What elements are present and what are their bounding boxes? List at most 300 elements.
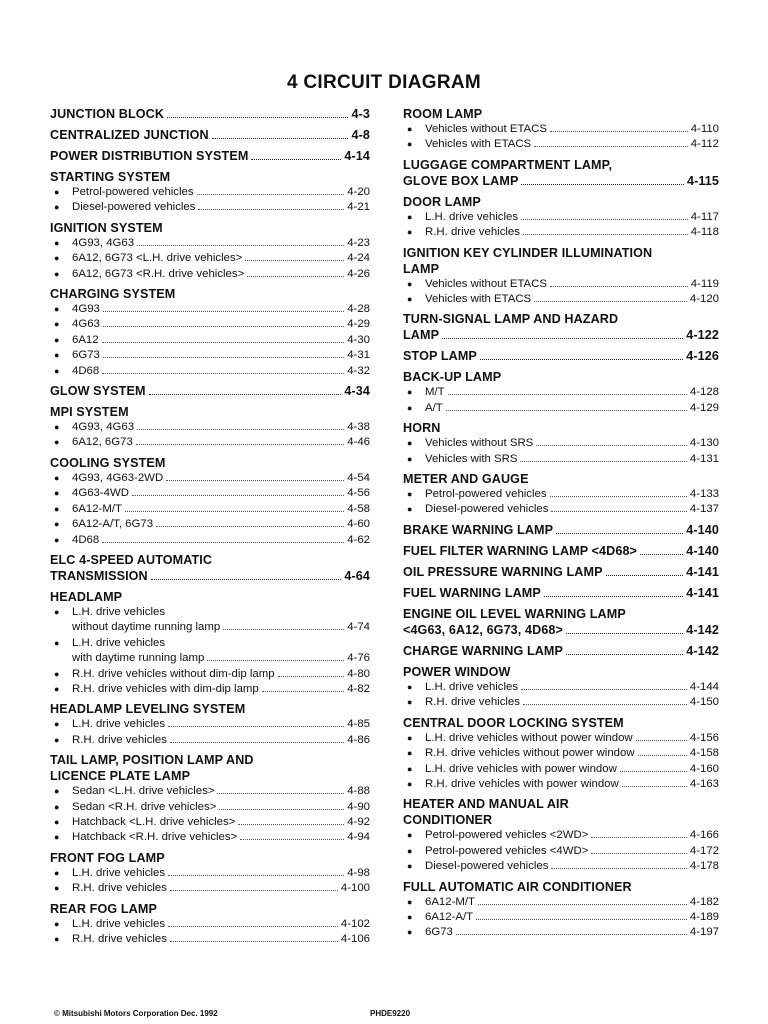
section-title: COOLING SYSTEM xyxy=(50,455,166,470)
toc-entry[interactable] xyxy=(403,401,719,416)
bullet-icon: ● xyxy=(407,278,413,289)
entry-text: Hatchback <L.H. drive vehicles> xyxy=(72,815,236,828)
entry-page[interactable]: 4-82 xyxy=(347,682,370,695)
entry-text: 4G93 xyxy=(72,303,100,316)
bullet-icon: ● xyxy=(407,778,413,789)
toc-entry[interactable] xyxy=(50,486,370,501)
bullet-icon: ● xyxy=(54,437,60,448)
entry-page[interactable]: 4-112 xyxy=(690,138,719,151)
toc-entry[interactable] xyxy=(50,471,370,486)
section-title-row xyxy=(50,383,370,399)
entry-page[interactable]: 4-21 xyxy=(347,201,370,214)
entry-page[interactable]: 4-85 xyxy=(347,718,370,731)
section-title-row xyxy=(50,106,370,122)
toc-entry[interactable] xyxy=(403,137,719,152)
toc-entry[interactable] xyxy=(403,844,719,859)
entry-text: Vehicles without ETACS xyxy=(425,277,547,290)
toc-section xyxy=(403,311,719,343)
entry-list xyxy=(403,210,719,241)
toc-entry[interactable] xyxy=(50,866,370,881)
entry-page[interactable]: 4-56 xyxy=(347,487,370,500)
entry-page[interactable]: 4-46 xyxy=(347,436,370,449)
entry-page[interactable]: 4-163 xyxy=(689,777,719,790)
entry-page[interactable]: 4-88 xyxy=(347,785,370,798)
toc-entry[interactable] xyxy=(50,881,370,896)
toc-entry[interactable] xyxy=(403,925,719,940)
entry-list xyxy=(50,866,370,897)
toc-section xyxy=(50,106,370,122)
entry-text: 6A12, 6G73 <L.H. drive vehicles> xyxy=(72,252,243,265)
entry-page[interactable]: 4-20 xyxy=(347,186,370,198)
toc-right-column xyxy=(403,106,719,945)
dot-leader xyxy=(478,904,687,905)
entry-page[interactable]: 4-172 xyxy=(689,844,719,857)
entry-text: L.H. drive vehicles xyxy=(72,866,166,879)
dot-leader xyxy=(102,542,344,543)
dot-leader xyxy=(102,373,344,374)
section-title: STARTING SYSTEM xyxy=(50,170,171,184)
toc-entry[interactable] xyxy=(50,533,370,548)
dot-leader xyxy=(520,461,686,462)
entry-page[interactable]: 4-160 xyxy=(689,762,719,775)
entry-page[interactable]: 4-130 xyxy=(689,437,719,450)
bullet-icon: ● xyxy=(407,911,413,922)
dot-leader xyxy=(103,357,344,358)
toc-section xyxy=(403,348,719,364)
entry-page[interactable]: 4-98 xyxy=(347,866,370,879)
dot-leader xyxy=(219,809,344,810)
dot-leader xyxy=(523,704,687,705)
bullet-icon: ● xyxy=(54,253,60,264)
dot-leader xyxy=(198,209,344,210)
toc-section xyxy=(403,564,719,580)
dot-leader xyxy=(217,793,344,794)
section-title-cont: LAMP xyxy=(403,261,440,276)
section-title: TURN-SIGNAL LAMP AND HAZARD xyxy=(403,312,619,327)
dot-leader xyxy=(102,342,345,343)
bullet-icon: ● xyxy=(54,187,60,197)
entry-page[interactable]: 4-150 xyxy=(689,696,719,709)
dot-leader xyxy=(168,726,344,727)
dot-leader xyxy=(245,260,344,261)
entry-page[interactable]: 4-100 xyxy=(340,882,370,895)
entry-page[interactable]: 4-166 xyxy=(689,829,719,842)
entry-list xyxy=(50,717,370,748)
bullet-icon: ● xyxy=(54,683,60,694)
entry-page[interactable]: 4-129 xyxy=(689,401,719,414)
bullet-icon: ● xyxy=(407,124,413,134)
bullet-icon: ● xyxy=(54,472,60,483)
dot-leader xyxy=(278,676,345,677)
toc-entry[interactable] xyxy=(403,746,719,761)
entry-page[interactable]: 4-117 xyxy=(690,210,719,223)
dot-leader xyxy=(534,301,687,302)
section-title: STOP LAMP xyxy=(403,349,477,364)
section-page[interactable]: 4-14 xyxy=(344,149,370,163)
entry-text: 6A12-M/T xyxy=(72,502,123,515)
entry-text: 6A12-A/T, 6G73 xyxy=(72,518,154,531)
section-title: HEATER AND MANUAL AIR xyxy=(403,797,569,812)
footer-code: PHDE9220 xyxy=(370,1009,411,1018)
toc-entry[interactable] xyxy=(50,932,370,947)
toc-entry[interactable] xyxy=(403,452,719,467)
toc-entry[interactable] xyxy=(50,917,370,932)
section-title: BRAKE WARNING LAMP xyxy=(403,522,554,537)
toc-entry[interactable] xyxy=(50,717,370,732)
footer-copyright: © Mitsubishi Motors Corporation Dec. 1992 xyxy=(54,1009,218,1018)
section-title: HEADLAMP xyxy=(50,589,123,604)
dot-leader xyxy=(137,245,344,246)
entry-text: Sedan <L.H. drive vehicles> xyxy=(72,785,215,798)
toc-entry[interactable] xyxy=(403,859,719,874)
toc-section xyxy=(50,901,370,948)
section-title: ELC 4-SPEED AUTOMATIC xyxy=(50,552,213,567)
section-title: REAR FOG LAMP xyxy=(50,901,157,916)
toc-section xyxy=(403,715,719,793)
entry-page[interactable]: 4-137 xyxy=(689,503,719,516)
toc-section xyxy=(403,194,719,241)
bullet-icon: ● xyxy=(407,453,413,464)
section-page[interactable]: 4-64 xyxy=(344,568,370,583)
entry-page[interactable]: 4-119 xyxy=(690,277,719,290)
entry-list xyxy=(403,487,719,518)
entry-text: M/T xyxy=(425,386,445,399)
entry-page[interactable]: 4-128 xyxy=(689,386,719,399)
section-title-cont: CONDITIONER xyxy=(403,813,493,828)
entry-page[interactable]: 4-102 xyxy=(340,917,370,930)
dot-leader xyxy=(556,533,683,534)
entry-text: R.H. drive vehicles xyxy=(72,882,167,895)
entry-page[interactable]: 4-62 xyxy=(347,533,370,546)
entry-text: Petrol-powered vehicles <4WD> xyxy=(425,844,589,857)
bullet-icon: ● xyxy=(407,927,413,938)
bullet-icon: ● xyxy=(407,402,413,413)
bullet-icon: ● xyxy=(407,896,413,907)
toc-entry[interactable] xyxy=(50,800,370,815)
section-title: ROOM LAMP xyxy=(403,107,483,121)
toc-entry[interactable] xyxy=(403,895,719,910)
section-title: POWER DISTRIBUTION SYSTEM xyxy=(50,149,249,163)
entry-page[interactable]: 4-156 xyxy=(689,731,719,744)
entry-page[interactable]: 4-30 xyxy=(347,333,370,346)
bullet-icon: ● xyxy=(407,294,413,305)
entry-text: 4G63-4WD xyxy=(72,487,129,500)
bullet-icon: ● xyxy=(54,786,60,797)
entry-text: Diesel-powered vehicles xyxy=(72,201,196,214)
entry-page[interactable]: 4-189 xyxy=(689,910,719,923)
bullet-icon: ● xyxy=(54,734,60,745)
dot-leader xyxy=(240,839,344,840)
dot-leader xyxy=(448,394,687,395)
toc-entry[interactable] xyxy=(403,731,719,746)
entry-page[interactable]: 4-28 xyxy=(347,303,370,316)
section-title-cont: LICENCE PLATE LAMP xyxy=(50,769,191,784)
entry-page[interactable]: 4-106 xyxy=(340,933,370,945)
toc-section xyxy=(403,796,719,874)
entry-text: L.H. drive vehicles xyxy=(425,680,519,693)
toc-section xyxy=(403,369,719,416)
entry-page[interactable]: 4-31 xyxy=(347,349,370,362)
toc-section xyxy=(403,643,719,659)
entry-page[interactable]: 4-29 xyxy=(347,318,370,331)
dot-leader xyxy=(550,496,687,497)
dot-leader xyxy=(247,276,344,277)
toc-entry[interactable] xyxy=(50,236,370,251)
section-page[interactable]: 4-142 xyxy=(686,643,719,658)
toc-section xyxy=(50,701,370,748)
entry-page[interactable]: 4-24 xyxy=(347,252,370,265)
dot-leader xyxy=(136,444,344,445)
section-title-row xyxy=(50,127,370,143)
bullet-icon: ● xyxy=(407,227,413,238)
toc-entry[interactable] xyxy=(403,210,719,225)
entry-page[interactable]: 4-58 xyxy=(347,502,370,515)
dot-leader xyxy=(156,526,344,527)
entry-page[interactable]: 4-23 xyxy=(347,236,370,249)
section-title: HORN xyxy=(403,421,441,436)
toc-entry[interactable] xyxy=(50,517,370,532)
section-page[interactable]: 4-8 xyxy=(351,128,370,142)
section-title: CHARGING SYSTEM xyxy=(50,287,176,302)
entry-text: Petrol-powered vehicles <2WD> xyxy=(425,829,589,842)
entry-page[interactable]: 4-32 xyxy=(347,364,370,377)
toc-entry[interactable] xyxy=(50,682,370,697)
dot-leader xyxy=(223,629,344,630)
toc-section xyxy=(50,850,370,897)
toc-entry[interactable] xyxy=(50,420,370,435)
bullet-icon: ● xyxy=(407,438,413,449)
entry-list xyxy=(50,471,370,548)
dot-leader xyxy=(103,311,344,312)
entry-list xyxy=(403,680,719,711)
entry-text: L.H. drive vehicles xyxy=(425,210,519,223)
entry-text: Vehicles with ETACS xyxy=(425,293,532,306)
entry-page[interactable]: 4-74 xyxy=(347,621,370,634)
bullet-icon: ● xyxy=(407,748,413,759)
dot-leader xyxy=(534,146,688,147)
toc-section xyxy=(403,543,719,559)
toc-entry[interactable] xyxy=(50,667,370,682)
section-page[interactable]: 4-141 xyxy=(686,585,719,600)
entry-text: R.H. drive vehicles xyxy=(425,696,520,709)
bullet-icon: ● xyxy=(407,845,413,856)
entry-list xyxy=(403,122,719,153)
toc-entry[interactable] xyxy=(50,267,370,282)
entry-page[interactable]: 4-182 xyxy=(689,895,719,908)
toc-entry[interactable] xyxy=(403,777,719,792)
section-title: FUEL FILTER WARNING LAMP <4D68> xyxy=(403,543,638,558)
section-page[interactable]: 4-115 xyxy=(686,173,719,188)
entry-text: R.H. drive vehicles with power window xyxy=(425,777,619,790)
toc-entry[interactable] xyxy=(403,695,719,710)
bullet-icon: ● xyxy=(54,268,60,279)
entry-text-cont: without daytime running lamp xyxy=(72,621,221,634)
toc-section xyxy=(403,585,719,601)
entry-text: R.H. drive vehicles xyxy=(72,733,167,746)
section-title-row xyxy=(403,327,719,343)
entry-page[interactable]: 4-26 xyxy=(347,267,370,280)
section-page[interactable]: 4-140 xyxy=(686,543,719,558)
entry-list xyxy=(50,302,370,379)
bullet-icon: ● xyxy=(407,211,413,222)
section-title-row xyxy=(403,173,719,189)
dot-leader xyxy=(480,359,683,360)
entry-page[interactable]: 4-38 xyxy=(347,421,370,434)
entry-text: Petrol-powered vehicles xyxy=(72,186,194,198)
bullet-icon: ● xyxy=(54,304,60,315)
section-title: IGNITION SYSTEM xyxy=(50,220,163,235)
entry-page[interactable]: 4-197 xyxy=(689,926,719,939)
dot-leader xyxy=(166,480,344,481)
entry-list xyxy=(403,277,719,308)
toc-entry[interactable] xyxy=(50,364,370,379)
entry-page[interactable]: 4-80 xyxy=(347,667,370,680)
toc-section xyxy=(50,127,370,143)
toc-section xyxy=(50,148,370,164)
toc-entry[interactable] xyxy=(50,502,370,517)
entry-text: R.H. drive vehicles xyxy=(425,226,520,239)
toc-entry[interactable] xyxy=(50,200,370,215)
dot-leader xyxy=(536,445,687,446)
bullet-icon: ● xyxy=(54,637,60,648)
toc-entry[interactable] xyxy=(50,302,370,317)
toc-section xyxy=(50,169,370,216)
entry-page[interactable]: 4-120 xyxy=(689,293,719,306)
bullet-icon: ● xyxy=(407,139,413,150)
entry-text: L.H. drive vehicles xyxy=(72,917,166,930)
toc-entry[interactable] xyxy=(50,333,370,348)
toc-entry[interactable] xyxy=(50,348,370,363)
entry-text: Vehicles without ETACS xyxy=(425,123,547,135)
toc-entry[interactable] xyxy=(50,733,370,748)
bullet-icon: ● xyxy=(407,504,413,515)
dot-leader xyxy=(168,875,344,876)
dot-leader xyxy=(442,338,683,339)
bullet-icon: ● xyxy=(54,832,60,843)
toc-entry[interactable] xyxy=(403,502,719,517)
entry-page[interactable]: 4-144 xyxy=(689,680,719,693)
entry-page[interactable]: 4-60 xyxy=(347,518,370,531)
entry-list xyxy=(403,385,719,416)
bullet-icon: ● xyxy=(54,668,60,679)
section-title: OIL PRESSURE WARNING LAMP xyxy=(403,564,603,579)
dot-leader xyxy=(170,941,338,942)
page-title: 4 CIRCUIT DIAGRAM xyxy=(286,72,482,93)
dot-leader xyxy=(197,194,345,195)
entry-page[interactable]: 4-178 xyxy=(689,860,719,873)
toc-section xyxy=(403,522,719,538)
toc-entry[interactable] xyxy=(403,122,719,137)
section-page[interactable]: 4-140 xyxy=(686,522,719,537)
toc-entry[interactable] xyxy=(403,277,719,292)
section-title-cont: <4G63, 6A12, 6G73, 4D68> xyxy=(403,622,563,637)
toc-entry[interactable] xyxy=(50,815,370,830)
bullet-icon: ● xyxy=(54,519,60,530)
toc-entry[interactable] xyxy=(50,185,370,200)
entry-text: R.H. drive vehicles with dim-dip lamp xyxy=(72,682,259,695)
entry-page[interactable]: 4-94 xyxy=(347,831,370,844)
entry-text: 4G93, 4G63-2WD xyxy=(72,471,164,484)
toc-entry[interactable] xyxy=(403,910,719,925)
toc-section xyxy=(403,879,719,941)
entry-text: 4G63 xyxy=(72,318,100,331)
toc-entry[interactable] xyxy=(403,680,719,695)
entry-page[interactable]: 4-133 xyxy=(689,488,719,501)
section-page[interactable]: 4-3 xyxy=(351,107,370,121)
entry-page[interactable]: 4-131 xyxy=(689,452,719,465)
toc-entry[interactable] xyxy=(50,636,370,667)
toc-entry[interactable] xyxy=(403,225,719,240)
dot-leader xyxy=(251,159,341,160)
entry-page[interactable]: 4-90 xyxy=(347,800,370,813)
dot-leader xyxy=(636,740,687,741)
entry-page[interactable]: 4-86 xyxy=(347,733,370,746)
entry-list xyxy=(50,917,370,948)
section-page[interactable]: 4-141 xyxy=(686,564,719,579)
toc-section xyxy=(403,471,719,518)
section-title: IGNITION KEY CYLINDER ILLUMINATION xyxy=(403,245,653,260)
toc-entry[interactable] xyxy=(403,385,719,400)
entry-page[interactable]: 4-110 xyxy=(690,123,719,135)
entry-text: Diesel-powered vehicles xyxy=(425,860,549,873)
toc-entry[interactable] xyxy=(50,830,370,845)
toc-entry[interactable] xyxy=(50,251,370,266)
entry-text: Petrol-powered vehicles xyxy=(425,488,547,501)
toc-entry[interactable] xyxy=(403,762,719,777)
toc-entry[interactable] xyxy=(50,435,370,450)
bullet-icon: ● xyxy=(54,365,60,376)
toc-entry[interactable] xyxy=(403,487,719,502)
toc-entry[interactable] xyxy=(403,292,719,307)
dot-leader xyxy=(167,117,348,118)
bullet-icon: ● xyxy=(54,237,60,248)
dot-leader xyxy=(622,786,687,787)
entry-text: 6G73 xyxy=(72,349,100,362)
entry-text: R.H. drive vehicles without dim-dip lamp xyxy=(72,667,275,680)
toc-entry[interactable] xyxy=(50,605,370,636)
section-title-row xyxy=(403,348,719,364)
entry-text: L.H. drive vehicles xyxy=(72,718,166,731)
section-page[interactable]: 4-142 xyxy=(686,622,719,637)
bullet-icon: ● xyxy=(54,934,60,944)
toc-entry[interactable] xyxy=(403,436,719,451)
toc-entry[interactable] xyxy=(403,828,719,843)
section-title-cont: TRANSMISSION xyxy=(50,568,148,583)
section-page[interactable]: 4-34 xyxy=(344,384,370,399)
section-page[interactable]: 4-122 xyxy=(686,328,719,343)
entry-page[interactable]: 4-76 xyxy=(347,652,370,665)
section-title: LUGGAGE COMPARTMENT LAMP, xyxy=(403,157,613,172)
entry-text-row xyxy=(72,651,370,666)
section-page[interactable]: 4-126 xyxy=(686,349,719,364)
entry-text-row xyxy=(72,620,370,635)
entry-text: 6A12-M/T xyxy=(425,895,476,908)
entry-text: 4D68 xyxy=(72,364,100,377)
bullet-icon: ● xyxy=(54,488,60,499)
entry-page[interactable]: 4-54 xyxy=(347,471,370,484)
toc-entry[interactable] xyxy=(50,317,370,332)
toc-entry[interactable] xyxy=(50,784,370,799)
dot-leader xyxy=(521,219,688,220)
entry-list xyxy=(403,731,719,793)
bullet-icon: ● xyxy=(54,422,60,433)
entry-text: Vehicles with SRS xyxy=(425,452,518,465)
entry-text: 6A12 xyxy=(72,333,99,346)
entry-page[interactable]: 4-158 xyxy=(689,747,719,760)
dot-leader xyxy=(170,742,344,743)
entry-page[interactable]: 4-118 xyxy=(690,226,719,239)
entry-page[interactable]: 4-92 xyxy=(347,815,370,828)
